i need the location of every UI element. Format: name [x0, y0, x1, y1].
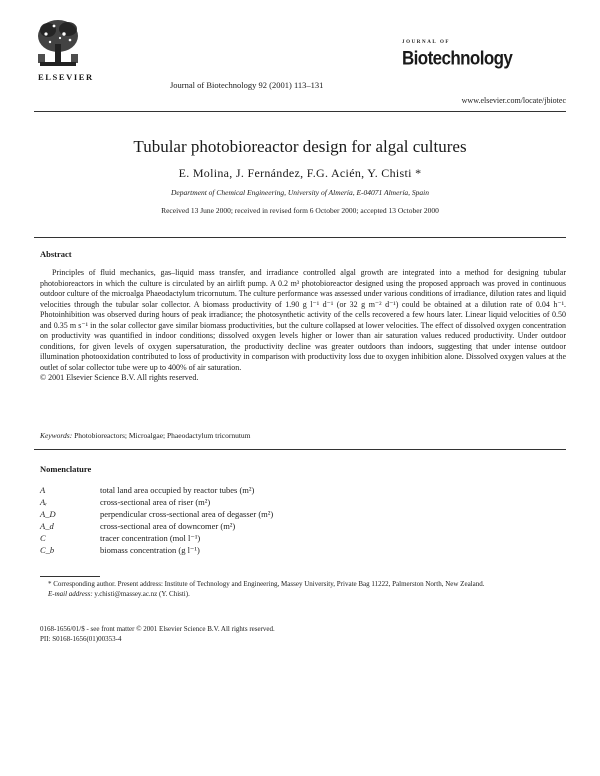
- journal-url-link[interactable]: www.elsevier.com/locate/jbiotec: [461, 96, 566, 105]
- article-authors: E. Molina, J. Fernández, F.G. Acién, Y. Chisti *: [178, 166, 422, 180]
- footnote-block: [40, 580, 566, 599]
- nomenclature-symbol: C: [40, 533, 46, 543]
- abstract-heading: Abstract: [40, 249, 72, 259]
- journal-citation: Journal of Biotechnology 92 (2001) 113–131: [170, 80, 324, 90]
- header-rule: [34, 111, 566, 112]
- abstract-copyright: © 2001 Elsevier Science B.V. All rights reserved.: [40, 373, 199, 382]
- nomenclature-symbol: C_b: [40, 545, 55, 555]
- abstract-top-rule: [34, 237, 566, 238]
- front-matter-line: 0168-1656/01/$ - see front matter © 2001 Elsevier Science B.V. All rights reserved.: [40, 625, 275, 633]
- abstract-bottom-rule: [34, 449, 566, 450]
- email-label: E-mail address:: [48, 589, 93, 598]
- nomenclature-definition: tracer concentration (mol l⁻¹): [100, 533, 201, 543]
- nomenclature-symbol: A_D: [40, 509, 56, 519]
- nomenclature-definition: cross-sectional area of downcomer (m²): [100, 521, 236, 531]
- journal-masthead-top: JOURNAL OF: [402, 40, 451, 45]
- nomenclature-heading: Nomenclature: [40, 464, 92, 474]
- issn-block: [40, 624, 275, 644]
- nomenclature-definition: biomass concentration (g l⁻¹): [100, 545, 200, 555]
- nomenclature-definition: cross-sectional area of riser (m²): [100, 497, 211, 507]
- nomenclature-symbol: Aᵣ: [40, 497, 48, 507]
- nomenclature-definition: perpendicular cross-sectional area of degasser (m²): [100, 509, 274, 519]
- pii-line: PII: S0168-1656(01)00353-4: [40, 635, 122, 643]
- journal-masthead-name: Biotechnology: [402, 47, 513, 69]
- abstract-paragraph: Principles of fluid mechanics, gas–liquid mass transfer, and irradiance controlled algal growth are integrated into a method for designing tubular photobioreactors in which the culture is circulated by an airlift pump. A 0.2 m³ photobioreactor designed using the proposed approach was proved in continuous outdoor culture of the microalga Phaeodactylum tricornutum. The culture performance was assessed under various conditions of irradiance, dilution rates and liquid velocities through the tubular solar collector. A biomass productivity of 1.90 g l⁻¹ d⁻¹ (or 32 g m⁻² d⁻¹) could be obtained at a dilution rate of 0.04 h⁻¹. Photoinhibition was observed during hours of peak irradiance; the photosynthetic activity of the cells recovered a few hours later. Linear liquid velocities of 0.50 and 0.35 m s⁻¹ in the solar collector gave similar biomass productivities, but the culture collapsed at lower velocities. The effect of dissolved oxygen concentration on productivity was quantified in indoor conditions; dissolved oxygen levels higher or lower than air saturation values reduced productivity. Under outdoor conditions, for given levels of oxygen supersaturation, the productivity decline was greater outdoors than indoors, suggesting that under intense outdoor illumination photooxidation contributed to loss of productivity in comparison with productivity loss due to oxygen inhibition alone. Dissolved oxygen values at the outlet of solar collector tube were up to 400% of air saturation.: [40, 268, 566, 372]
- publisher-name: ELSEVIER: [38, 72, 94, 82]
- nomenclature-symbol: A_d: [40, 521, 54, 531]
- corresponding-author-note: * Corresponding author. Present address: Institute of Technology and Engineering, Massey University, Private Bag 11222, Palmerston North, New Zealand.: [48, 580, 485, 588]
- article-title: Tubular photobioreactor design for algal cultures: [133, 137, 467, 156]
- author-affiliation: Department of Chemical Engineering, University of Almería, E-04071 Almería, Spain: [170, 188, 430, 197]
- keywords-line: [40, 431, 251, 440]
- footnote-rule: [40, 576, 100, 577]
- email-link[interactable]: y.chisti@massey.ac.nz (Y. Chisti).: [94, 589, 190, 598]
- keywords-text: Photobioreactors; Microalgae; Phaeodactylum tricornutum: [74, 431, 251, 440]
- keywords-label: Keywords:: [40, 431, 73, 440]
- abstract-body: [40, 268, 566, 384]
- received-dates: Received 13 June 2000; received in revised form 6 October 2000; accepted 13 October 2000: [161, 206, 439, 215]
- nomenclature-definition: total land area occupied by reactor tubes (m²): [100, 485, 255, 495]
- nomenclature-symbol: A: [40, 485, 46, 495]
